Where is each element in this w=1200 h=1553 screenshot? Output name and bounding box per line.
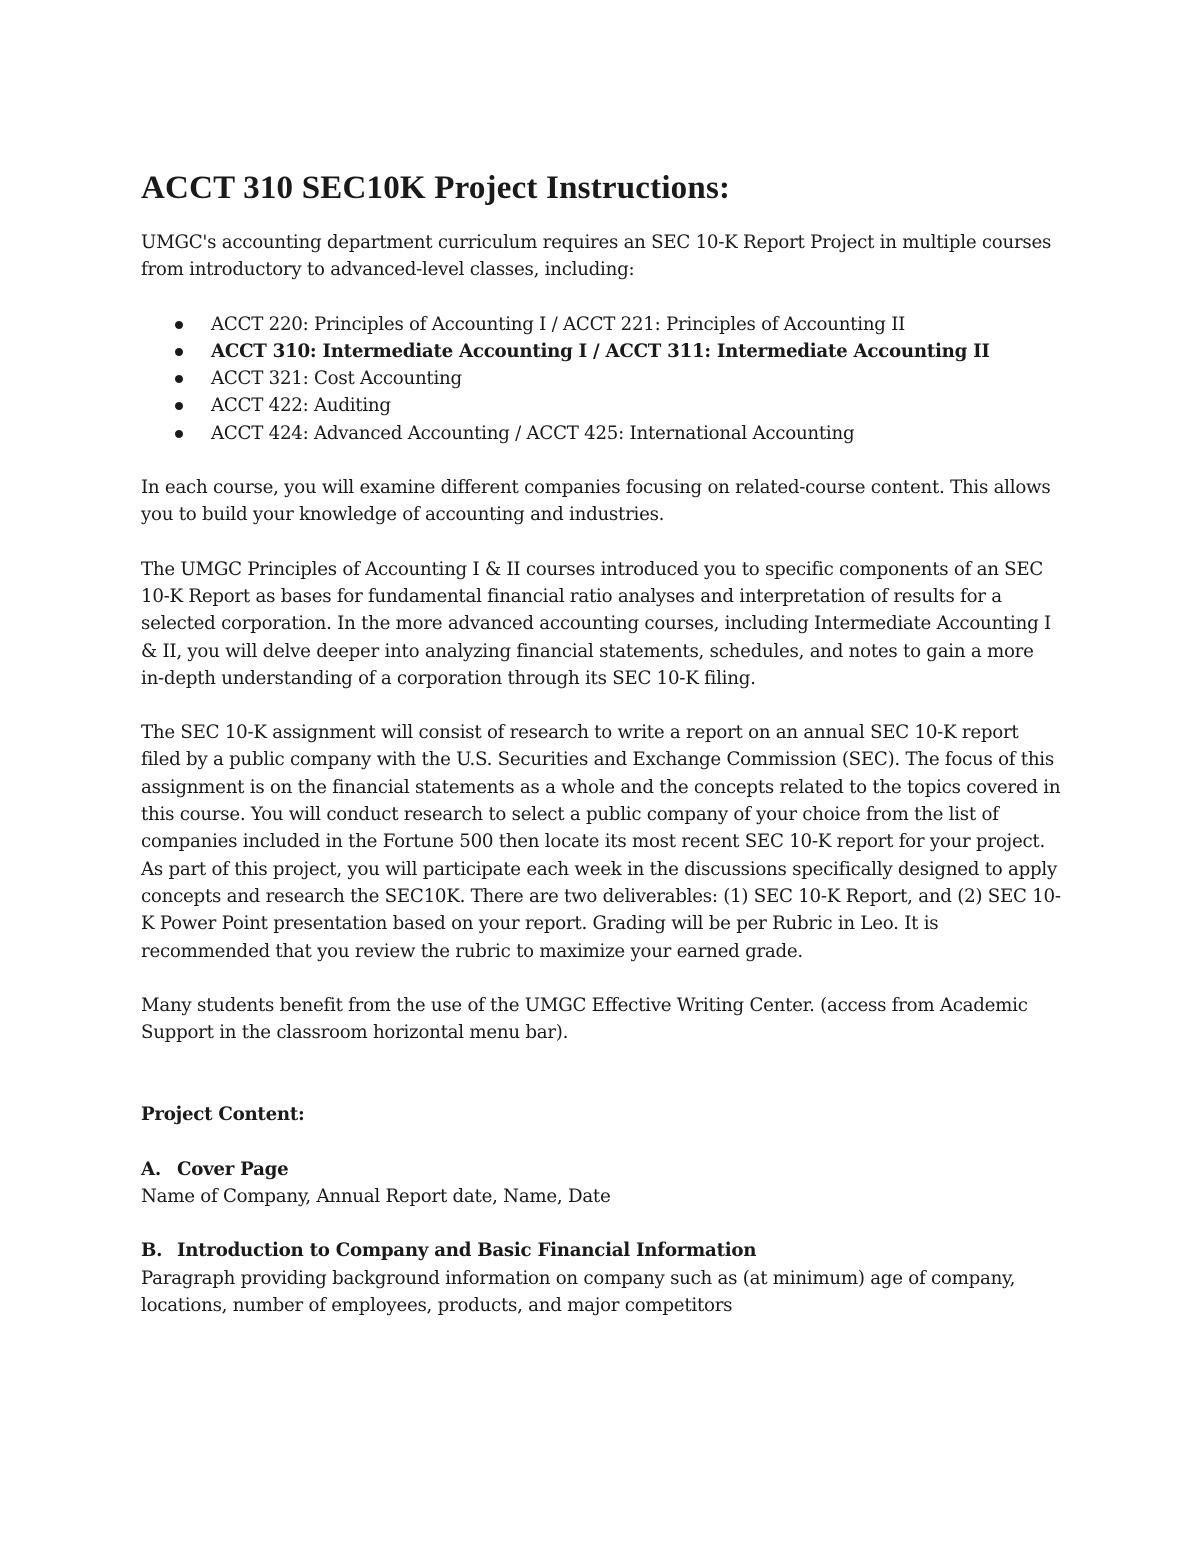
section-a-title: Cover Page: [177, 1158, 289, 1180]
paragraph-course-focus: In each course, you will examine different companies focusing on related-course content. This allows you to build your knowledge of accounting and industries.: [141, 477, 1051, 526]
course-list-item: [141, 338, 1061, 365]
intro-paragraph: UMGC's accounting department curriculum requires an SEC 10-K Report Project in multiple courses from introductory to advanced-level classes, including:: [141, 232, 1052, 281]
paragraph-principles: The UMGC Principles of Accounting I & II courses introduced you to specific components of an SEC 10-K Report as bases for fundamental financial ratio analyses and interpretation of results for a selected corporation. In the more advanced accounting courses, including Intermediate Accounting I & II, you will delve deeper into analyzing financial statements, schedules, and notes to gain a more in-depth understanding of a corporation through its SEC 10-K filing.: [141, 558, 1051, 689]
course-list-item: [141, 311, 1061, 338]
document-page: [141, 166, 1061, 1319]
section-a: [141, 1156, 1061, 1211]
project-content-heading: Project Content:: [141, 1104, 305, 1126]
bullet-icon: [175, 402, 183, 410]
bullet-icon: [175, 375, 183, 383]
bullet-icon: [175, 348, 183, 356]
section-b-letter: B.: [141, 1240, 163, 1262]
section-a-letter: A.: [141, 1158, 161, 1180]
course-list: [141, 311, 1061, 447]
course-list-item: [141, 392, 1061, 419]
course-text: ACCT 310: Intermediate Accounting I / ACCT 311: Intermediate Accounting II: [211, 340, 990, 362]
section-b-body: Paragraph providing background information on company such as (at minimum) age of company, locations, number of employees, products, and major competitors: [141, 1267, 1016, 1316]
course-text: ACCT 321: Cost Accounting: [211, 368, 462, 390]
course-list-item: [141, 365, 1061, 392]
document-title: ACCT 310 SEC10K Project Instructions:: [141, 170, 731, 206]
bullet-icon: [175, 430, 183, 438]
section-b: [141, 1237, 1061, 1319]
paragraph-writing-center: Many students benefit from the use of the UMGC Effective Writing Center. (access from Academic Support in the classroom horizontal menu bar).: [141, 994, 1028, 1044]
bullet-icon: [175, 321, 183, 329]
course-text: ACCT 424: Advanced Accounting / ACCT 425: International Accounting: [211, 422, 855, 444]
course-list-item: [141, 420, 1061, 447]
course-text: ACCT 220: Principles of Accounting I / ACCT 221: Principles of Accounting II: [211, 313, 906, 335]
section-a-heading: [141, 1156, 1061, 1183]
section-b-title: Introduction to Company and Basic Financial Information: [177, 1240, 757, 1262]
paragraph-assignment: The SEC 10-K assignment will consist of research to write a report on an annual SEC 10-K report filed by a public company with the U.S. Securities and Exchange Commission (SEC). The focus of this assignment is on the financial statements as a whole and the concepts related to the topics covered in this course. You will conduct research to select a public company of your choice from the list of companies included in the Fortune 500 then locate its most recent SEC 10-K report for your project. As part of this project, you will participate each week in the discussions specifically designed to apply concepts and research the SEC10K. There are two deliverables: (1) SEC 10-K Report, and (2) SEC 10-K Power Point presentation based on your report. Grading will be per Rubric in Leo. It is recommended that you review the rubric to maximize your earned grade.: [141, 722, 1061, 962]
section-b-heading: [141, 1237, 1061, 1264]
section-a-body: Name of Company, Annual Report date, Name, Date: [141, 1186, 611, 1208]
course-text: ACCT 422: Auditing: [211, 395, 391, 417]
